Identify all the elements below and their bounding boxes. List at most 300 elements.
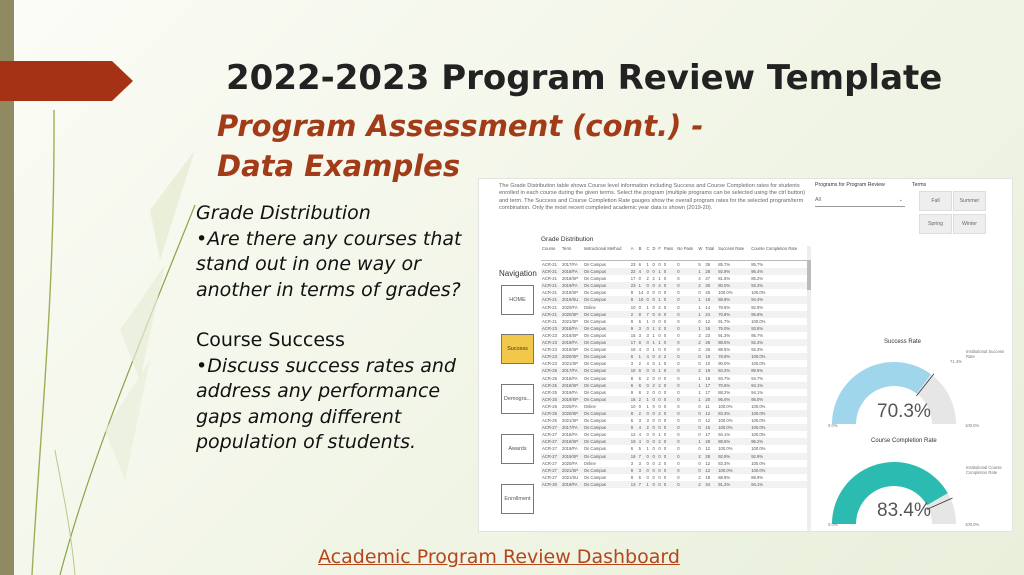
table-cell: 0 <box>677 375 680 381</box>
table-cell: 9 <box>630 474 634 480</box>
table-cell: 0 <box>663 474 667 480</box>
table-cell: 94.4% <box>750 296 807 303</box>
table-cell: 6 <box>630 418 634 424</box>
table-cell: 93.3% <box>750 282 807 289</box>
table-cell: 1 <box>697 396 704 403</box>
table-row[interactable] <box>541 311 807 318</box>
table-cell: 6 <box>657 311 662 318</box>
table-cell: 0 <box>658 332 661 338</box>
table-cell: 19 <box>630 453 638 460</box>
table-cell: On Campus <box>583 438 630 445</box>
table-cell: On Campus <box>583 467 630 474</box>
table-cell: On Campus <box>583 446 607 452</box>
table-row[interactable] <box>541 467 807 474</box>
table-cell: 3 <box>638 460 641 466</box>
table-cell: 17 <box>704 382 717 389</box>
table-cell: 12 <box>704 467 717 474</box>
table-cell: 95.0% <box>750 396 807 403</box>
table-cell: 1 <box>697 268 704 275</box>
table-cell: 9 <box>630 424 638 431</box>
table-cell: 0 <box>646 347 649 353</box>
table-cell: Online <box>583 304 596 310</box>
table-cell: 100.0% <box>717 467 750 474</box>
table-cell: 0 <box>676 282 697 289</box>
table-cell: 0 <box>658 446 661 452</box>
table-cell: 17 <box>630 276 636 282</box>
nav-button-awards[interactable]: Awards <box>501 434 534 464</box>
table-cell: 2019/SP <box>562 290 579 296</box>
table-cell: Online <box>583 460 596 466</box>
table-cell: 2 <box>657 438 662 445</box>
table-cell: 12 <box>705 418 711 424</box>
table-cell: 85.2% <box>751 276 764 282</box>
table-cell: 3 <box>638 418 641 424</box>
table-cell: 0 <box>651 296 657 303</box>
column-header[interactable]: Instructional Method <box>583 246 630 261</box>
table-cell: 1 <box>697 311 704 318</box>
table-row[interactable] <box>541 325 807 332</box>
table-cell: On Campus <box>583 311 630 318</box>
table-cell: On Campus <box>583 367 630 374</box>
table-cell: 2 <box>646 276 649 282</box>
table-row[interactable] <box>541 481 807 488</box>
table-cell: 13 <box>630 481 638 488</box>
table-cell: 0 <box>646 296 652 303</box>
column-header[interactable]: D <box>651 246 657 261</box>
table-cell: 100.0% <box>718 418 733 424</box>
table-cell: 2020/SP <box>561 410 583 417</box>
table-cell: On Campus <box>583 353 630 360</box>
table-cell: 2 <box>638 410 646 417</box>
table-cell: 0 <box>663 446 667 452</box>
table-cell: 0 <box>663 424 676 431</box>
table-cell: 88.9% <box>717 296 750 303</box>
table-cell: 1 <box>658 361 661 367</box>
table-cell: ACR-23 <box>541 325 561 332</box>
table-cell: On Campus <box>583 453 630 460</box>
table-cell: 11 <box>705 403 710 409</box>
table-cell: On Campus <box>583 325 630 332</box>
table-row[interactable] <box>541 282 807 289</box>
table-cell: 4 <box>638 432 641 438</box>
table-cell: On Campus <box>583 424 630 431</box>
table-cell: 0 <box>663 282 676 289</box>
column-header[interactable]: B <box>638 246 646 261</box>
table-cell: 0 <box>677 389 680 395</box>
table-cell: 0 <box>676 382 697 389</box>
table-row[interactable] <box>541 424 807 431</box>
table-cell: 6 <box>638 367 646 374</box>
table-cell: 2 <box>663 353 676 360</box>
table-cell: 2 <box>638 361 641 367</box>
table-row[interactable] <box>541 339 807 346</box>
table-cell: On Campus <box>583 282 630 289</box>
table-row[interactable] <box>541 389 807 396</box>
success-gauge-min: 0.0% <box>828 423 838 428</box>
programs-filter-value: All <box>815 197 821 203</box>
slide-title: 2022-2023 Program Review Template <box>226 58 943 98</box>
table-cell: 0 <box>676 481 697 488</box>
table-cell: 2019/FA <box>562 389 578 395</box>
table-cell: 70.8% <box>717 311 750 318</box>
table-row[interactable] <box>541 474 807 481</box>
table-cell: 9 <box>630 296 638 303</box>
table-row[interactable] <box>541 417 807 424</box>
table-cell: 2 <box>698 347 701 353</box>
table-cell: 3 <box>646 418 649 424</box>
success-bullet-line: population of students. <box>196 431 417 453</box>
table-cell: 85.7% <box>718 262 731 267</box>
table-cell: 17 <box>630 339 638 346</box>
column-header[interactable]: Course Completion Rate <box>750 246 807 261</box>
table-cell: 0 <box>646 474 649 480</box>
table-cell: 94.7% <box>718 375 731 381</box>
table-cell: 7 <box>646 311 652 318</box>
table-cell: 2020/FA <box>562 403 578 409</box>
table-cell: 90.0% <box>718 361 731 367</box>
table-cell: 7 <box>638 453 646 460</box>
table-cell: 0 <box>651 268 657 275</box>
table-cell: Online <box>583 403 596 409</box>
table-cell: 0 <box>657 453 662 460</box>
table-cell: ACR-25 <box>542 375 557 381</box>
programs-filter-select[interactable] <box>815 194 905 207</box>
table-cell: 0 <box>676 453 697 460</box>
column-header[interactable]: Pass <box>663 246 676 261</box>
table-cell: 1 <box>698 375 701 381</box>
table-cell: 0 <box>658 375 661 381</box>
table-cell: 3 <box>630 361 634 367</box>
table-cell: 12 <box>704 410 717 417</box>
table-cell: 2 <box>657 382 662 389</box>
table-cell: 0 <box>663 311 676 318</box>
success-gauge-value: 70.3% <box>877 401 931 422</box>
table-cell: ACR-27 <box>542 446 557 452</box>
table-cell: ACR-27 <box>541 467 561 474</box>
table-cell: 0 <box>638 403 641 409</box>
table-cell: ACR-27 <box>541 453 561 460</box>
table-cell: 8 <box>630 410 638 417</box>
table-cell: 26 <box>705 347 711 353</box>
table-cell: 1 <box>646 304 649 310</box>
table-cell: 100.0% <box>750 467 807 474</box>
table-cell: 0 <box>698 418 701 424</box>
table-cell: 0 <box>676 367 697 374</box>
table-cell: 0 <box>646 339 652 346</box>
table-cell: 0 <box>646 410 652 417</box>
table-row[interactable] <box>541 318 807 325</box>
table-scrollbar[interactable] <box>807 246 811 531</box>
table-cell: ACR-25 <box>542 389 557 395</box>
table-cell: 95.7% <box>751 332 764 338</box>
table-cell: 2 <box>638 396 646 403</box>
table-row[interactable] <box>541 296 807 303</box>
table-cell: On Campus <box>583 432 607 438</box>
column-header[interactable]: Term <box>561 246 583 261</box>
table-cell: 2 <box>697 367 704 374</box>
table-cell: ACR-21 <box>541 311 561 318</box>
table-cell: 4 <box>698 276 701 282</box>
table-cell: 0 <box>663 268 676 275</box>
table-cell: 4 <box>657 353 662 360</box>
table-cell: 2018/SP <box>562 332 579 338</box>
table-cell: 1 <box>697 382 704 389</box>
navigation-label: Navigation <box>499 269 537 278</box>
table-cell: 0 <box>652 446 655 452</box>
table-row[interactable] <box>541 382 807 389</box>
table-cell: 0 <box>677 262 680 267</box>
table-cell: 0 <box>663 304 667 310</box>
table-cell: 94.1% <box>750 481 807 488</box>
table-cell: 0 <box>663 453 676 460</box>
table-cell: 1 <box>651 325 657 332</box>
table-cell: 2018/FA <box>562 375 578 381</box>
table-row[interactable] <box>541 268 807 275</box>
table-cell: 12 <box>705 446 711 452</box>
table-cell: 2019/SP <box>561 453 583 460</box>
table-row[interactable] <box>541 367 807 374</box>
term-button-fall[interactable]: Fall <box>919 191 952 211</box>
table-row[interactable] <box>541 438 807 445</box>
success-heading: Course Success <box>196 329 345 351</box>
table-cell: On Campus <box>583 474 607 480</box>
table-cell: 8 <box>638 311 646 318</box>
slide-subtitle <box>217 106 703 186</box>
table-cell: 0 <box>651 424 657 431</box>
table-row[interactable] <box>541 403 807 410</box>
table-cell: ACR-25 <box>541 410 561 417</box>
table-cell: 100.0% <box>718 403 733 409</box>
table-cell: 0 <box>651 438 657 445</box>
table-row[interactable] <box>541 360 807 367</box>
nav-button-home[interactable]: HOME <box>501 285 534 315</box>
table-cell: ACR-25 <box>542 418 557 424</box>
completion-gauge-max: 100.0% <box>965 522 980 527</box>
table-cell: 0 <box>663 396 676 403</box>
table-cell: 22 <box>630 268 638 275</box>
table-cell: 1 <box>652 347 655 353</box>
table-cell: 1 <box>657 268 662 275</box>
table-cell: 9 <box>630 290 634 296</box>
table-cell: 35 <box>705 262 711 267</box>
table-cell: 0 <box>663 339 676 346</box>
table-cell: 2 <box>697 481 704 488</box>
table-row[interactable] <box>541 410 807 417</box>
nav-button-success[interactable]: Success <box>501 334 534 364</box>
table-cell: 3 <box>638 325 646 332</box>
table-cell: 0 <box>651 311 657 318</box>
table-row[interactable] <box>541 445 807 452</box>
table-cell: 2 <box>651 382 657 389</box>
table-cell: 3 <box>698 332 701 338</box>
table-row[interactable] <box>541 289 807 296</box>
success-gauge-max: 100.0% <box>965 423 980 428</box>
table-cell: 0 <box>697 410 704 417</box>
table-cell: 0 <box>657 396 662 403</box>
table-cell: 8 <box>630 375 634 381</box>
table-cell: 0 <box>646 438 652 445</box>
table-cell: ACR-21 <box>542 262 557 267</box>
column-header[interactable]: F <box>657 246 662 261</box>
table-cell: 2020/FA <box>562 460 578 466</box>
table-cell: ACR-23 <box>541 339 561 346</box>
table-cell: 18 <box>705 474 711 480</box>
table-cell: 2020/SP <box>561 311 583 318</box>
table-cell: 9 <box>630 318 634 324</box>
table-cell: ACR-21 <box>542 318 557 324</box>
table-cell: 0 <box>663 375 667 381</box>
table-row[interactable] <box>541 261 807 269</box>
table-cell: 4 <box>646 353 652 360</box>
table-cell: 0 <box>663 418 667 424</box>
table-cell: 2019/FA <box>561 339 583 346</box>
table-cell: 0 <box>677 432 680 438</box>
table-cell: 0 <box>652 290 655 296</box>
table-cell: 2019/FA <box>561 481 583 488</box>
table-cell: 96.2% <box>750 438 807 445</box>
table-cell: 0 <box>663 460 667 466</box>
table-cell: 23 <box>630 262 636 267</box>
table-row[interactable] <box>541 275 807 282</box>
table-cell: 100.0% <box>717 424 750 431</box>
table-cell: 0 <box>698 432 701 438</box>
table-cell: 0 <box>652 432 655 438</box>
success-gauge-legend: Institutional Success Rate <box>966 349 1005 359</box>
table-cell: 0 <box>676 311 697 318</box>
chevron-down-icon: ⌄ <box>898 197 903 203</box>
term-button-winter[interactable]: Winter <box>953 214 986 234</box>
table-cell: On Campus <box>583 347 607 353</box>
success-gauge-title: Success Rate <box>884 339 922 345</box>
table-cell: 9 <box>630 467 638 474</box>
table-cell: 4 <box>638 438 646 445</box>
grade-bullet-line: another in terms of grades? <box>196 278 461 301</box>
column-header[interactable]: W <box>697 246 704 261</box>
table-cell: ACR-27 <box>542 474 557 480</box>
table-row[interactable] <box>541 460 807 467</box>
table-cell: 0 <box>652 375 655 381</box>
table-cell: ACR-23 <box>541 353 561 360</box>
term-button-summer[interactable]: Summer <box>953 191 986 211</box>
table-cell: 9 <box>630 389 634 395</box>
column-header[interactable]: Course <box>541 246 561 261</box>
table-row[interactable] <box>541 375 807 382</box>
dashboard-link[interactable]: Academic Program Review Dashboard <box>318 546 680 568</box>
table-cell: ACR-21 <box>541 296 561 303</box>
term-button-spring[interactable]: Spring <box>919 214 952 234</box>
table-cell: 0 <box>676 325 697 332</box>
table-cell: 1 <box>658 276 661 282</box>
table-cell: 2019/SU <box>561 296 583 303</box>
table-cell: 10 <box>705 361 711 367</box>
table-cell: 6 <box>638 375 641 381</box>
table-row[interactable] <box>541 396 807 403</box>
table-row[interactable] <box>541 332 807 339</box>
table-cell: 2 <box>697 453 704 460</box>
table-cell: On Campus <box>583 276 607 282</box>
table-row[interactable] <box>541 304 807 311</box>
table-row[interactable] <box>541 453 807 460</box>
table-cell: On Campus <box>583 290 607 296</box>
table-cell: 19 <box>630 438 638 445</box>
subtitle-line-2: Data Examples <box>217 149 461 183</box>
column-header[interactable]: Success Rate <box>717 246 750 261</box>
table-cell: 75.0% <box>717 325 750 332</box>
table-cell: 92.9% <box>717 453 750 460</box>
table-cell: 0 <box>658 262 661 267</box>
table-cell: 23 <box>630 282 638 289</box>
table-cell: On Campus <box>583 481 630 488</box>
table-cell: 100.0% <box>751 460 766 466</box>
table-cell: 100.0% <box>751 432 766 438</box>
table-cell: ACR-30 <box>541 481 561 488</box>
nav-button-demographics[interactable]: Demogra... <box>501 384 534 414</box>
table-cell: 0 <box>676 339 697 346</box>
table-cell: 19 <box>704 367 717 374</box>
table-cell: 2017/FA <box>561 367 583 374</box>
column-header[interactable]: Total <box>704 246 717 261</box>
table-cell: 1 <box>646 396 652 403</box>
table-cell: 0 <box>646 432 649 438</box>
table-cell: 0 <box>676 296 697 303</box>
table-cell: ACR-27 <box>542 432 557 438</box>
table-cell: 0 <box>652 474 655 480</box>
table-cell: 88.2% <box>718 389 731 395</box>
column-header[interactable]: No Pass <box>676 246 697 261</box>
table-cell: 96.4% <box>750 268 807 275</box>
table-cell: 0 <box>663 361 667 367</box>
table-cell: 1 <box>657 339 662 346</box>
table-cell: On Campus <box>583 382 630 389</box>
column-header[interactable]: A <box>630 246 638 261</box>
table-cell: 1 <box>651 339 657 346</box>
table-cell: 0 <box>698 290 701 296</box>
table-cell: 0 <box>663 318 667 324</box>
table-cell: 2021/SP <box>561 467 583 474</box>
table-cell: ACR-27 <box>542 460 557 466</box>
table-cell: 0 <box>677 304 680 310</box>
table-cell: 1 <box>646 481 652 488</box>
table-cell: 2021/SP <box>562 318 579 324</box>
table-cell: 1 <box>657 296 662 303</box>
table-cell: ACR-25 <box>542 403 557 409</box>
table-cell: 4 <box>638 268 646 275</box>
table-cell: 16 <box>630 347 636 353</box>
table-cell: 88.5% <box>717 438 750 445</box>
table-cell: 0 <box>677 460 680 466</box>
table-cell: 91.2% <box>717 481 750 488</box>
table-cell: 1 <box>638 353 646 360</box>
table-cell: 1 <box>658 432 661 438</box>
table-cell: 70.6% <box>717 382 750 389</box>
table-cell: 0 <box>651 282 657 289</box>
table-row[interactable] <box>541 346 807 353</box>
table-cell: 0 <box>663 389 667 395</box>
table-row[interactable] <box>541 353 807 360</box>
table-row[interactable] <box>541 431 807 438</box>
table-cell: 84.2% <box>717 367 750 374</box>
table-cell: 1 <box>697 325 704 332</box>
nav-button-enrollment[interactable]: Enrollment <box>501 484 534 514</box>
table-cell: 0 <box>638 276 641 282</box>
table-cell: 100.0% <box>751 290 766 296</box>
table-cell: 0 <box>651 467 657 474</box>
table-cell: 0 <box>658 418 661 424</box>
table-cell: 0 <box>663 467 676 474</box>
dashboard-description: The Grade Distribution table shows Course level information including Success and Course Completion rates for students enrolled in each course during the given terms. Select the program (multiple programs can be selected using the ctrl button) and term. The Success and Course Completion Rate gauges show the overall program rates for the selected program/term combination. Only the most recent completed academic year data is shown (2019-20). <box>499 183 805 212</box>
table-cell: On Campus <box>583 318 607 324</box>
column-header[interactable]: C <box>646 246 652 261</box>
